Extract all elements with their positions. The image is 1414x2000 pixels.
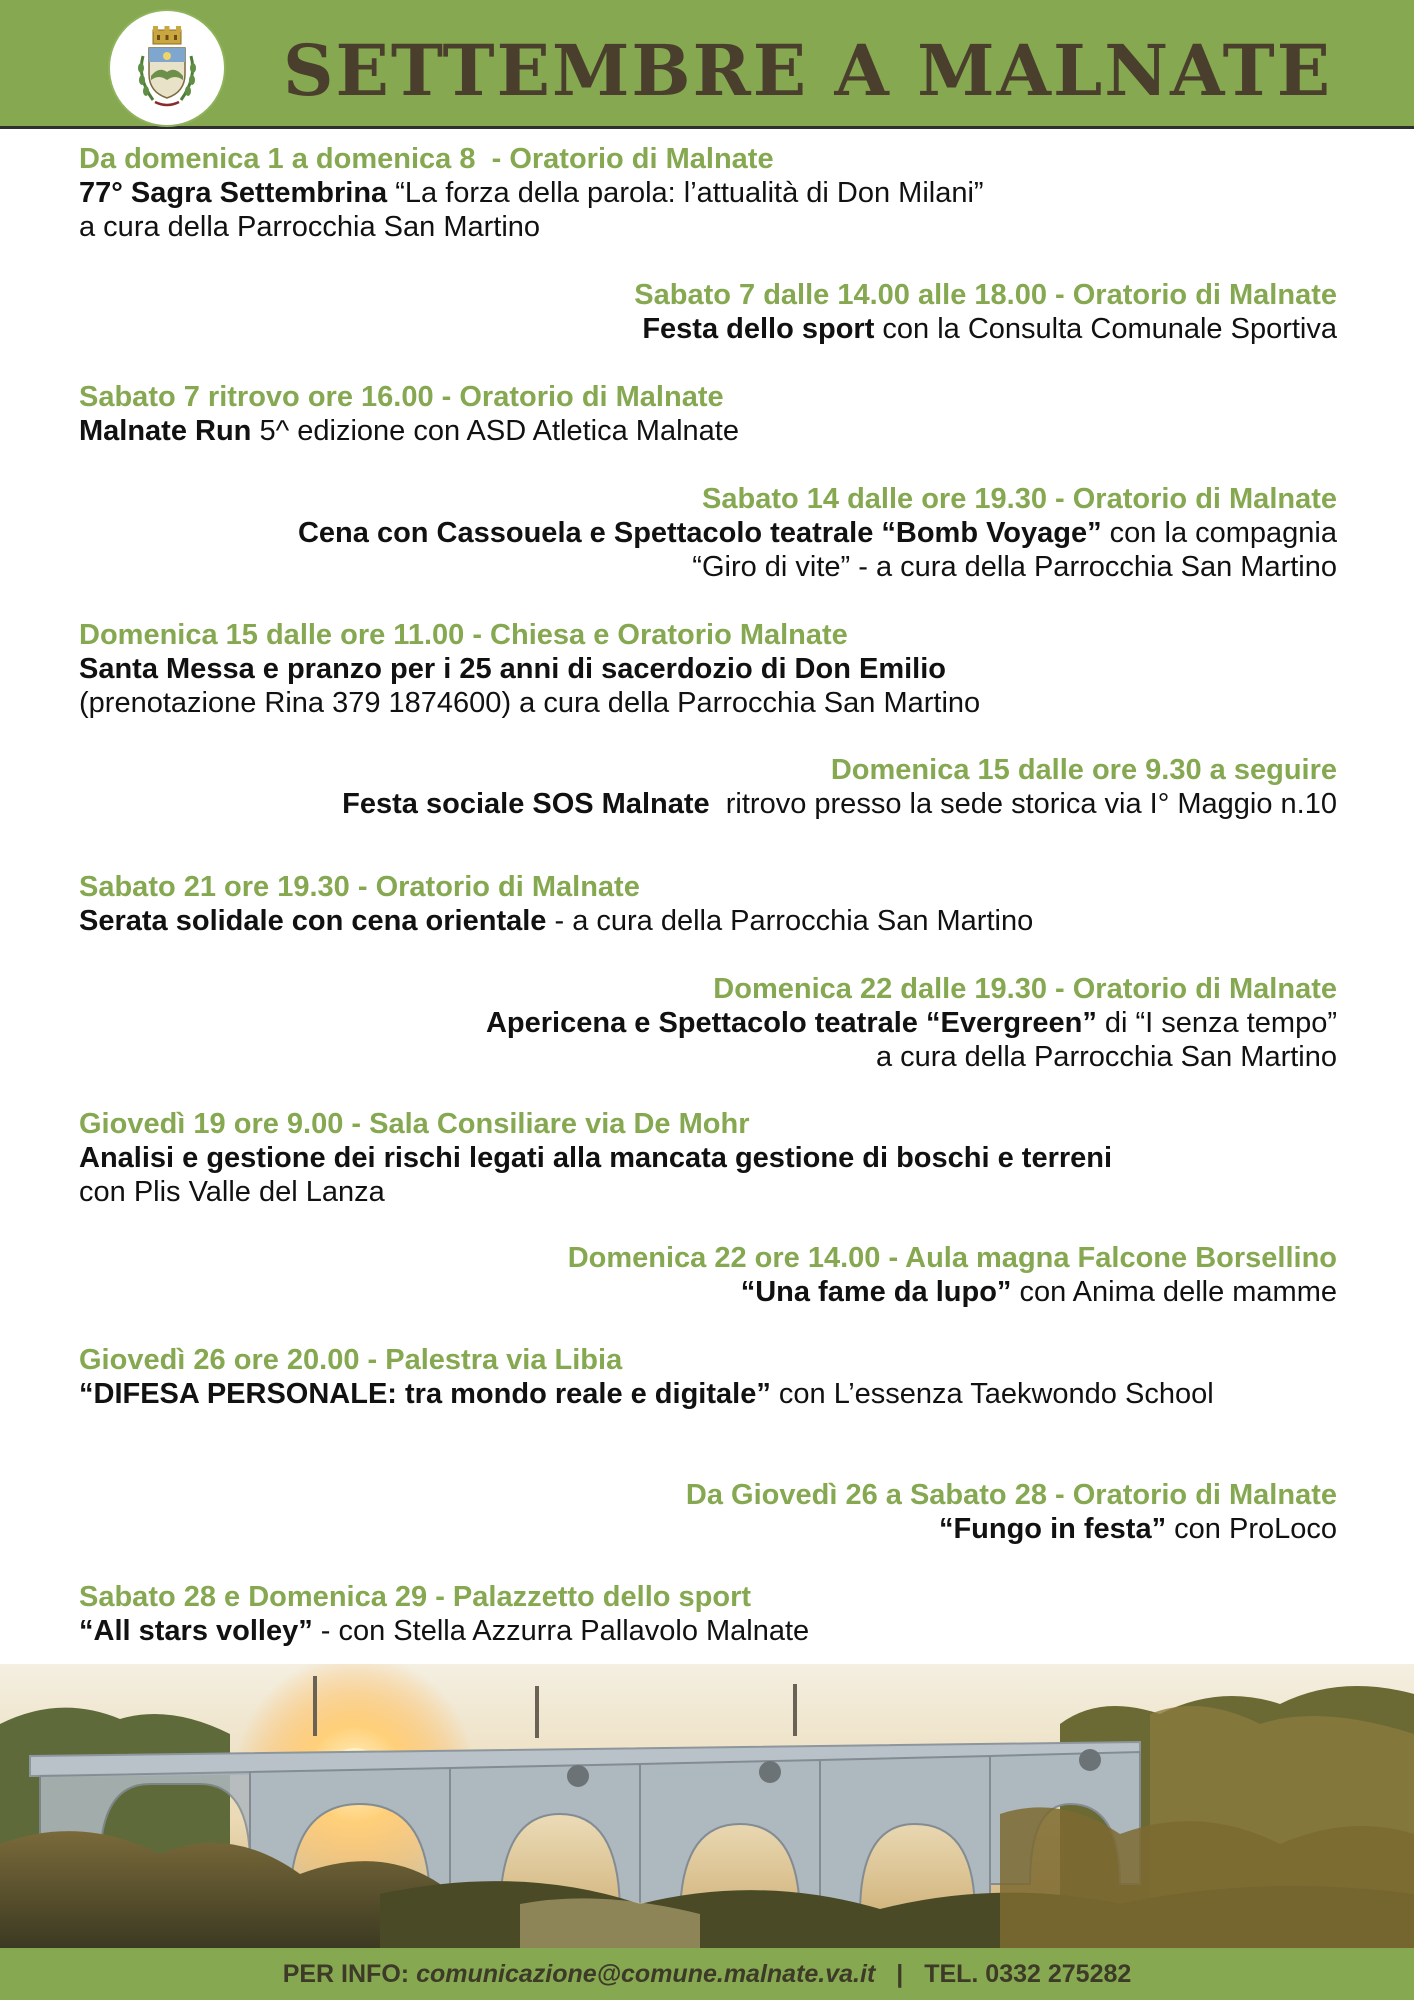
event-date-place: Sabato 14 dalle ore 19.30 - Oratorio di Malnate xyxy=(702,483,1337,515)
event-detail: ritrovo presso la sede storica via I° Maggio n.10 xyxy=(709,788,1337,820)
event-detail-line2: a cura della Parrocchia San Martino xyxy=(875,1041,1337,1073)
event-detail: con Anima delle mamme xyxy=(1011,1276,1337,1308)
event-title: Festa sociale SOS Malnate xyxy=(342,788,710,820)
event-title: “Una fame da lupo” xyxy=(740,1276,1012,1308)
event-date-place: Giovedì 19 ore 9.00 - Sala Consiliare via De Mohr xyxy=(79,1108,750,1140)
event-item xyxy=(79,482,1337,584)
event-detail-line2: con Plis Valle del Lanza xyxy=(79,1176,385,1208)
event-detail: “La forza della parola: l’attualità di Don Milani” xyxy=(387,177,984,209)
event-date-place: Sabato 21 ore 19.30 - Oratorio di Malnate xyxy=(79,871,640,903)
event-description xyxy=(79,312,1337,346)
event-item xyxy=(79,380,1337,448)
event-item xyxy=(79,972,1337,1074)
event-item xyxy=(79,753,1337,821)
event-item xyxy=(79,1343,1337,1411)
event-item xyxy=(79,618,1337,720)
event-title: Festa dello sport xyxy=(642,313,875,345)
coat-of-arms-icon xyxy=(131,26,203,114)
header-bar xyxy=(0,0,1414,129)
event-description xyxy=(79,1377,1337,1411)
event-description xyxy=(79,904,1337,938)
event-title: Analisi e gestione dei rischi legati alla mancata gestione di boschi e terreni xyxy=(79,1142,1113,1174)
footer-phone: TEL. 0332 275282 xyxy=(924,1960,1132,1988)
event-date-place: Domenica 15 dalle ore 9.30 a seguire xyxy=(830,754,1337,786)
event-title: Serata solidale con cena orientale xyxy=(79,905,547,937)
event-description xyxy=(79,1006,1337,1040)
event-title: “DIFESA PERSONALE: tra mondo reale e digitale” xyxy=(79,1378,771,1410)
event-description xyxy=(79,1141,1337,1175)
page-title: SETTEMBRE A MALNATE xyxy=(283,29,1333,112)
event-description xyxy=(79,414,1337,448)
event-detail: con la Consulta Comunale Sportiva xyxy=(874,313,1337,345)
event-title: Apericena e Spettacolo teatrale “Evergreen” xyxy=(485,1007,1097,1039)
event-detail: 5^ edizione con ASD Atletica Malnate xyxy=(251,415,739,447)
event-title: “All stars volley” xyxy=(79,1615,313,1647)
viaduct-photo xyxy=(0,1664,1414,1948)
event-item xyxy=(79,870,1337,938)
event-detail: - con Stella Azzurra Pallavolo Malnate xyxy=(312,1615,810,1647)
event-title: Cena con Cassouela e Spettacolo teatrale “Bomb Voyage” xyxy=(297,517,1102,549)
event-date-place: Giovedì 26 ore 20.00 - Palestra via Libia xyxy=(79,1344,623,1376)
event-date-place: Sabato 7 ritrovo ore 16.00 - Oratorio di Malnate xyxy=(79,381,724,413)
event-description xyxy=(79,1512,1337,1546)
event-detail: con la compagnia xyxy=(1101,517,1337,549)
event-description xyxy=(79,176,1337,210)
event-description xyxy=(79,652,1337,686)
event-description xyxy=(79,1275,1337,1309)
event-item xyxy=(79,1241,1337,1309)
event-date-place: Domenica 22 dalle 19.30 - Oratorio di Malnate xyxy=(713,973,1337,1005)
footer-label: PER INFO: xyxy=(282,1960,410,1988)
event-title: “Fungo in festa” xyxy=(938,1513,1167,1545)
event-item xyxy=(79,1107,1337,1209)
event-detail-line2: “Giro di vite” - a cura della Parrocchia San Martino xyxy=(692,551,1337,583)
event-detail: con ProLoco xyxy=(1166,1513,1337,1545)
footer-bar xyxy=(0,1948,1414,2000)
event-date-place: Domenica 15 dalle ore 11.00 - Chiesa e Oratorio Malnate xyxy=(79,619,848,651)
event-description xyxy=(79,516,1337,550)
event-date-place: Da Giovedì 26 a Sabato 28 - Oratorio di Malnate xyxy=(685,1479,1337,1511)
event-item xyxy=(79,1580,1337,1648)
event-title: Malnate Run xyxy=(79,415,252,447)
footer-separator: | xyxy=(896,1960,904,1988)
footer-email-link[interactable]: comunicazione@comune.malnate.va.it xyxy=(416,1960,876,1988)
event-detail: di “I senza tempo” xyxy=(1096,1007,1337,1039)
event-date-place: Sabato 7 dalle 14.00 alle 18.00 - Oratorio di Malnate xyxy=(634,279,1337,311)
event-detail-line2: a cura della Parrocchia San Martino xyxy=(79,211,541,243)
event-item xyxy=(79,278,1337,346)
event-date-place: Domenica 22 ore 14.00 - Aula magna Falcone Borsellino xyxy=(567,1242,1337,1274)
event-date-place: Sabato 28 e Domenica 29 - Palazzetto dello sport xyxy=(79,1581,752,1613)
event-description xyxy=(79,1614,1337,1648)
event-detail: con L’essenza Taekwondo School xyxy=(770,1378,1214,1410)
event-title: 77° Sagra Settembrina xyxy=(79,177,388,209)
event-description xyxy=(79,787,1337,821)
viaduct-illustration xyxy=(0,1664,1414,1948)
event-date-place: Da domenica 1 a domenica 8 - Oratorio di Malnate xyxy=(79,143,774,175)
event-detail-line2: (prenotazione Rina 379 1874600) a cura della Parrocchia San Martino xyxy=(79,687,981,719)
municipality-logo xyxy=(108,9,226,127)
event-detail: - a cura della Parrocchia San Martino xyxy=(546,905,1034,937)
event-item xyxy=(79,1478,1337,1546)
event-title: Santa Messa e pranzo per i 25 anni di sacerdozio di Don Emilio xyxy=(79,653,946,685)
event-item xyxy=(79,142,1337,244)
